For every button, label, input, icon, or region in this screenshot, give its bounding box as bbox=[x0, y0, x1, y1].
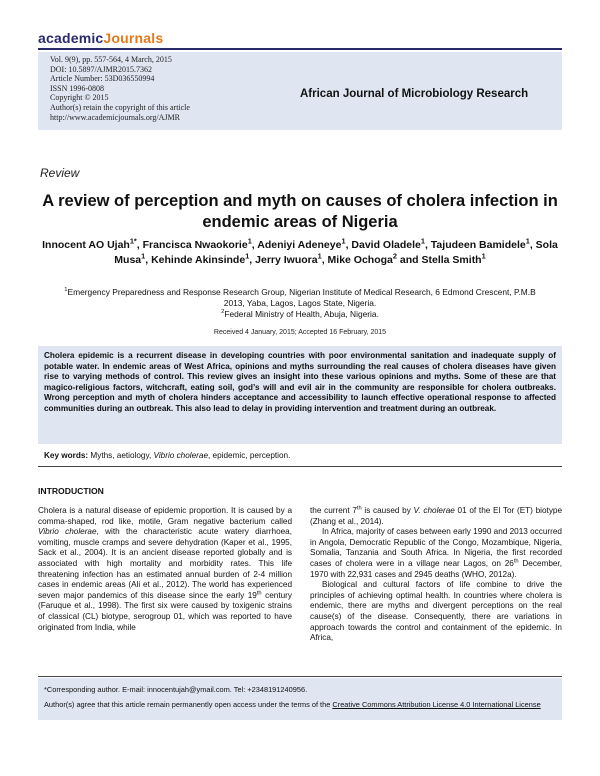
logo-part-academic: academic bbox=[38, 30, 104, 46]
author: Stella Smith bbox=[421, 254, 482, 266]
article-type: Review bbox=[40, 166, 80, 180]
author: Adeniyi Adeneye bbox=[257, 239, 342, 251]
license-note: Author(s) agree that this article remain permanently open access under the terms of the Creative Commons Attribution License 4.0 International License bbox=[44, 700, 541, 709]
body-column-left bbox=[38, 506, 292, 633]
affiliations bbox=[60, 287, 540, 320]
paragraph: the current 7th is caused by V. cholerae 01 of the El Tor (ET) biotype (Zhang et al., 2014). bbox=[310, 505, 563, 526]
meta-url[interactable]: http://www.academicjournals.org/AJMR bbox=[50, 112, 180, 122]
author: Tajudeen Bamidele bbox=[430, 239, 526, 251]
article-title: A review of perception and myth on causes of cholera infection in endemic areas of Nigeria bbox=[42, 192, 558, 231]
author-affil-mark: 1 bbox=[481, 251, 486, 261]
meta-copyright: Copyright © 2015 bbox=[50, 93, 109, 103]
author: Sola Musa bbox=[114, 239, 558, 266]
author-list: Innocent AO Ujah$^{1*}$, Francisca Nwaokorie$^1$, Adeniyi Adeneye$^1$, David Oladele$^1$, Tajudeen Bamidele$^1$, Sola Musa$^1$, Kehinde Akinsinde$^1$, Jerry Iwuora$^1$, Mike Ochoga$^2$ and Stella Smith$^1$ bbox=[42, 236, 558, 266]
journal-name: African Journal of Microbiology Research bbox=[300, 88, 529, 100]
section-heading: INTRODUCTION bbox=[38, 486, 104, 496]
author: Mike Ochoga bbox=[327, 254, 393, 266]
author: Jerry Iwuora bbox=[255, 254, 318, 266]
author-affil-mark: 1 bbox=[317, 251, 322, 261]
footnote-divider bbox=[38, 676, 562, 677]
article-meta bbox=[50, 55, 190, 122]
paragraph: Biological and cultural factors of life combine to drive the principles of achieving optimal health. In countries where cholera is endemic, there are myths and divergent perceptions on the real cause(s) of the disease. Consequently, there are variations in approach towards the control and containment of the epidemic. In Africa, bbox=[310, 580, 562, 643]
meta-doi: DOI: 10.5897/AJMR2015.7362 bbox=[50, 64, 153, 74]
abstract-text: Cholera epidemic is a recurrent disease in developing countries with poor environmental sanitation and inadequate supply of potable water. In endemic areas of West Africa, opinions and myths surrounding the real causes of cholera diseases have given rise to varying methods of control. This review gives an insight into these various opinions and myths. Some of these are that magico-religious factors, witchcraft, eating soil, god’s will and evil air in the community are responsible for cholera outbreaks. Wrong perception and myth of cholera hinders acceptance and accessibility to launch effective operational response to affected communities during an outbreak. This also lead to delay in providing intervention and treatment during an outbreak. bbox=[44, 351, 556, 413]
author-affil-mark: 1 bbox=[247, 236, 252, 246]
logo-part-journals: Journals bbox=[103, 30, 164, 46]
author: David Oladele bbox=[351, 239, 421, 251]
author-affil-mark: 1 bbox=[341, 236, 346, 246]
keywords-label: Key words: bbox=[44, 451, 89, 460]
author: Francisca Nwaokorie bbox=[142, 239, 248, 251]
meta-volume: Vol. 9(9), pp. 557-564, 4 March, 2015 bbox=[50, 55, 172, 64]
paragraph: Cholera is a natural disease of epidemic proportion. It is caused by a comma-shaped, rod like, motile, Gram negative bacterium called Vibrio cholerae, with the characteristic acute watery diarrhoea, vomiting, muscle cramps and severe dehydration (Kaper et al., 1995, Sack et al., 2004). It is an ancient disease reported globally and is associated with high mortality and morbidity rates. This life threatening infection has an estimated annual burden of 2-4 million cases in endemic areas (Ali et al., 2012). The world has experienced seven major pandemics of this disease since the early 19th century (Faruque et al., 1998). The first six were caused by toxigenic strains of classical (CL) biotype, serogroup 01, which was reported to have originated from India, while bbox=[38, 506, 293, 632]
meta-article-number: Article Number: 53D036550994 bbox=[50, 74, 155, 84]
author-affil-mark: 1* bbox=[129, 236, 137, 246]
affiliation-1: $^1$Emergency Preparedness and Response Research Group, Nigerian Institute of Medical Research, 6 Edmond Crescent, P.M.B 2013, Yaba, Lagos, Lagos State, Nigeria. bbox=[64, 287, 536, 308]
keywords: Key words: Myths, aetiology, Vibrio cholerae, epidemic, perception. bbox=[44, 451, 291, 460]
author-affil-mark: 1 bbox=[141, 251, 146, 261]
received-dates: Received 4 January, 2015; Accepted 16 February, 2015 bbox=[213, 329, 387, 336]
paragraph: In Africa, majority of cases between early 1990 and 2013 occurred in Angola, Democratic Republic of the Congo, Mozambique, Nigeria, Somalia, Tanzania and South Africa. In Nigeria, the first recorded cases of cholera were in a village near Lagos, on 26th December, 1970 with 22,931 cases and 2945 deaths (WHO, 2012a). bbox=[310, 527, 562, 579]
author: Innocent AO Ujah bbox=[42, 239, 130, 251]
body-column-right bbox=[310, 506, 562, 644]
author-affil-mark: 1 bbox=[245, 251, 250, 261]
author: Kehinde Akinsinde bbox=[151, 254, 246, 266]
affiliation-2: $^2$Federal Ministry of Health, Abuja, Nigeria. bbox=[221, 309, 379, 319]
author-affil-mark: 1 bbox=[525, 236, 530, 246]
keywords-divider bbox=[38, 466, 562, 467]
meta-rights: Author(s) retain the copyright of this article bbox=[50, 102, 190, 112]
header-divider bbox=[38, 48, 562, 50]
license-link[interactable]: Creative Commons Attribution License 4.0 International License bbox=[332, 700, 541, 709]
meta-issn: ISSN 1996-0808 bbox=[50, 83, 105, 93]
journal-logo bbox=[38, 30, 163, 46]
author-affil-mark: 1 bbox=[420, 236, 425, 246]
author-affil-mark: 2 bbox=[392, 251, 397, 261]
corresponding-author: *Corresponding author. E-mail: innocentujah@ymail.com. Tel: +2348191240956. bbox=[44, 685, 308, 694]
